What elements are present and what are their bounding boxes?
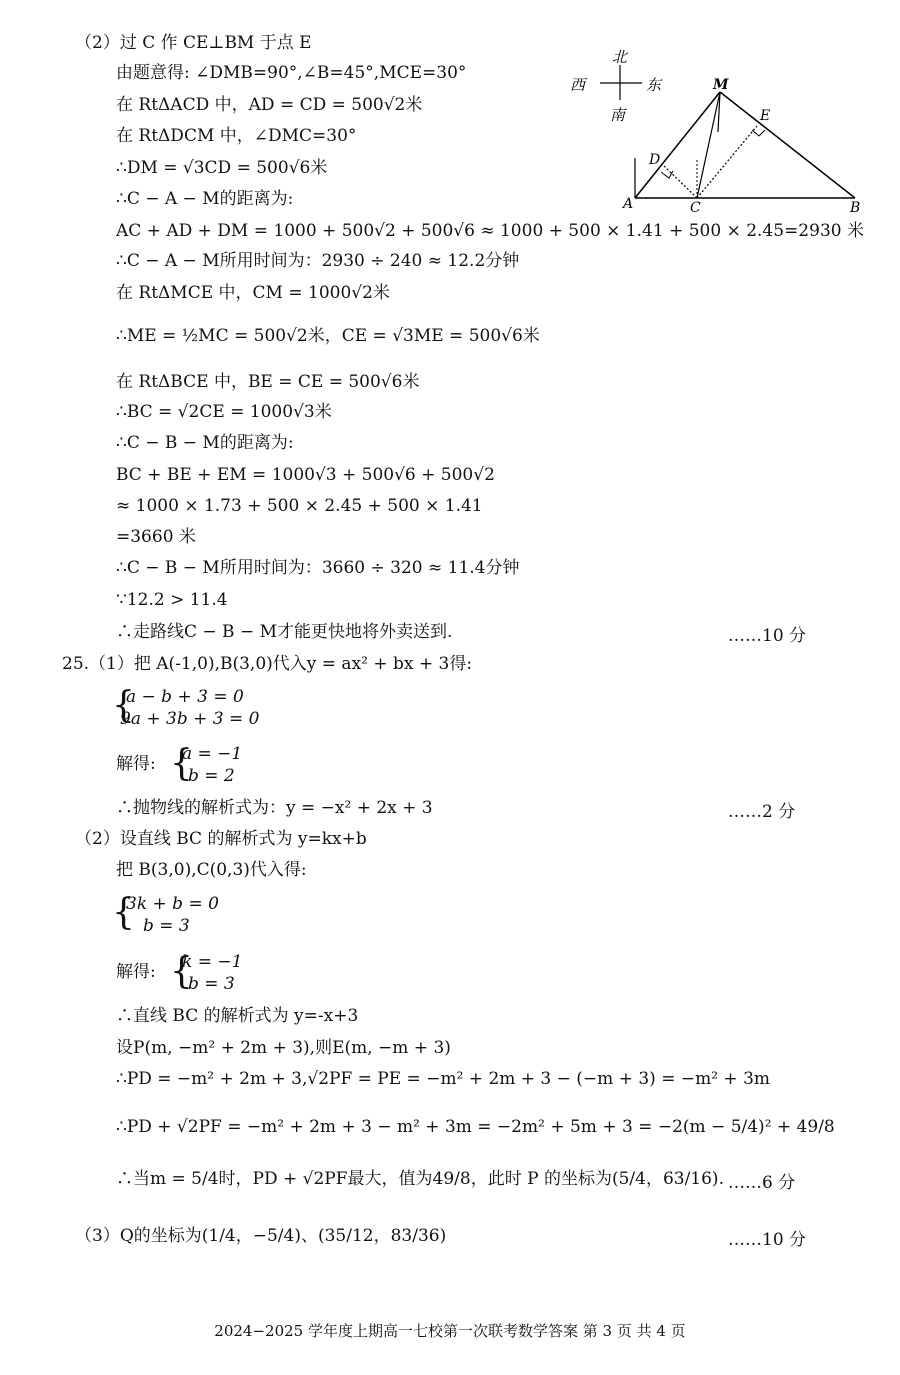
solution1-eq1: a = −1 xyxy=(182,744,243,764)
solution-line: ∴C − B − M的距离为: xyxy=(116,433,294,453)
solution1-brace: { xyxy=(170,743,193,784)
system1-eq1: a − b + 3 = 0 xyxy=(126,687,244,707)
solution2-eq2: b = 3 xyxy=(188,974,235,994)
solution-line: =3660 米 xyxy=(116,527,196,547)
part2-heading: （2）过 C 作 CE⊥BM 于点 E xyxy=(75,33,312,53)
compass-north: 北 xyxy=(612,48,628,66)
system1-brace: { xyxy=(112,685,135,726)
line-bc-result: ∴直线 BC 的解析式为 y=-x+3 xyxy=(116,1006,359,1026)
substitute-bc: 把 B(3,0),C(0,3)代入得: xyxy=(116,860,307,880)
label-D: D xyxy=(649,152,661,168)
set-point-p: 设P(m, −m² + 2m + 3),则E(m, −m + 3) xyxy=(116,1038,451,1058)
compass-west: 西 xyxy=(570,76,586,94)
solution-line: ∴走路线C − B − M才能更快地将外卖送到. xyxy=(116,622,453,642)
label-B: B xyxy=(850,200,861,216)
solution-line: ∴C − A − M所用时间为：2930 ÷ 240 ≈ 12.2分钟 xyxy=(116,251,520,271)
label-M: M xyxy=(713,77,729,93)
page-footer: 2024−2025 学年度上期高一七校第一次联考数学答案 第 3 页 共 4 页 xyxy=(214,1322,686,1340)
sum-expression: ∴PD + √2PF = −m² + 2m + 3 − m² + 3m = −2m² + 5m + 3 = −2(m − 5/4)² + 49/8 xyxy=(116,1117,835,1137)
solution2-eq1: k = −1 xyxy=(182,952,243,972)
solution-line: AC + AD + DM = 1000 + 500√2 + 500√6 ≈ 1000 + 500 × 1.41 + 500 × 2.45=2930 米 xyxy=(116,221,864,241)
solution-line: ≈ 1000 × 1.73 + 500 × 2.45 + 500 × 1.41 xyxy=(116,496,483,516)
solution-line: ∴C − A − M的距离为: xyxy=(116,189,294,209)
compass-south: 南 xyxy=(610,106,626,124)
solution-line: ∵12.2 > 11.4 xyxy=(116,590,228,610)
solution-line: 在 RtΔMCE 中，CM = 1000√2米 xyxy=(116,283,390,303)
q25-part1-intro: 25.（1）把 A(-1,0),B(3,0)代入y = ax² + bx + 3得: xyxy=(62,654,473,674)
score-10-q24: ……10 分 xyxy=(728,626,807,646)
solution-line: ∴ME = ½MC = 500√2米，CE = √3ME = 500√6米 xyxy=(116,326,540,346)
solution-line: ∴DM = √3CD = 500√6米 xyxy=(116,158,328,178)
label-E: E xyxy=(760,108,771,124)
solve-label-2: 解得: xyxy=(116,962,156,982)
system2-eq2: b = 3 xyxy=(143,916,190,936)
geometry-diagram xyxy=(560,40,870,220)
max-result: ∴当m = 5/4时，PD + √2PF最大，值为49/8，此时 P 的坐标为(5/4，63/16). xyxy=(116,1169,724,1189)
parabola-result: ∴抛物线的解析式为：y = −x² + 2x + 3 xyxy=(116,798,433,818)
system2-brace: { xyxy=(112,892,135,933)
solution-line: 在 RtΔBCE 中，BE = CE = 500√6米 xyxy=(116,372,420,392)
solution-line: 由题意得: ∠DMB=90°,∠B=45°,MCE=30° xyxy=(116,63,467,83)
solution1-eq2: b = 2 xyxy=(188,766,235,786)
pd-expression: ∴PD = −m² + 2m + 3,√2PF = PE = −m² + 2m + 3 − (−m + 3) = −m² + 3m xyxy=(116,1069,771,1089)
compass-east: 东 xyxy=(646,76,662,94)
q25-part2-intro: （2）设直线 BC 的解析式为 y=kx+b xyxy=(75,829,367,849)
system1-eq2: 9a + 3b + 3 = 0 xyxy=(120,709,260,729)
label-C: C xyxy=(690,200,701,216)
label-A: A xyxy=(623,196,634,212)
score-6: ……6 分 xyxy=(728,1173,796,1193)
solution-line: BC + BE + EM = 1000√3 + 500√6 + 500√2 xyxy=(116,465,495,485)
solve-label-1: 解得: xyxy=(116,754,156,774)
system2-eq1: 3k + b = 0 xyxy=(126,894,219,914)
solution-line: 在 RtΔACD 中，AD = CD = 500√2米 xyxy=(116,95,423,115)
solution2-brace: { xyxy=(170,951,193,992)
score-10-q25: ……10 分 xyxy=(728,1230,807,1250)
solution-line: ∴BC = √2CE = 1000√3米 xyxy=(116,402,332,422)
solution-line: ∴C − B − M所用时间为：3660 ÷ 320 ≈ 11.4分钟 xyxy=(116,558,520,578)
q25-part3-result: （3）Q的坐标为(1/4，−5/4)、(35/12，83/36) xyxy=(75,1226,447,1246)
score-2: ……2 分 xyxy=(728,802,796,822)
solution-line: 在 RtΔDCM 中，∠DMC=30° xyxy=(116,126,357,146)
